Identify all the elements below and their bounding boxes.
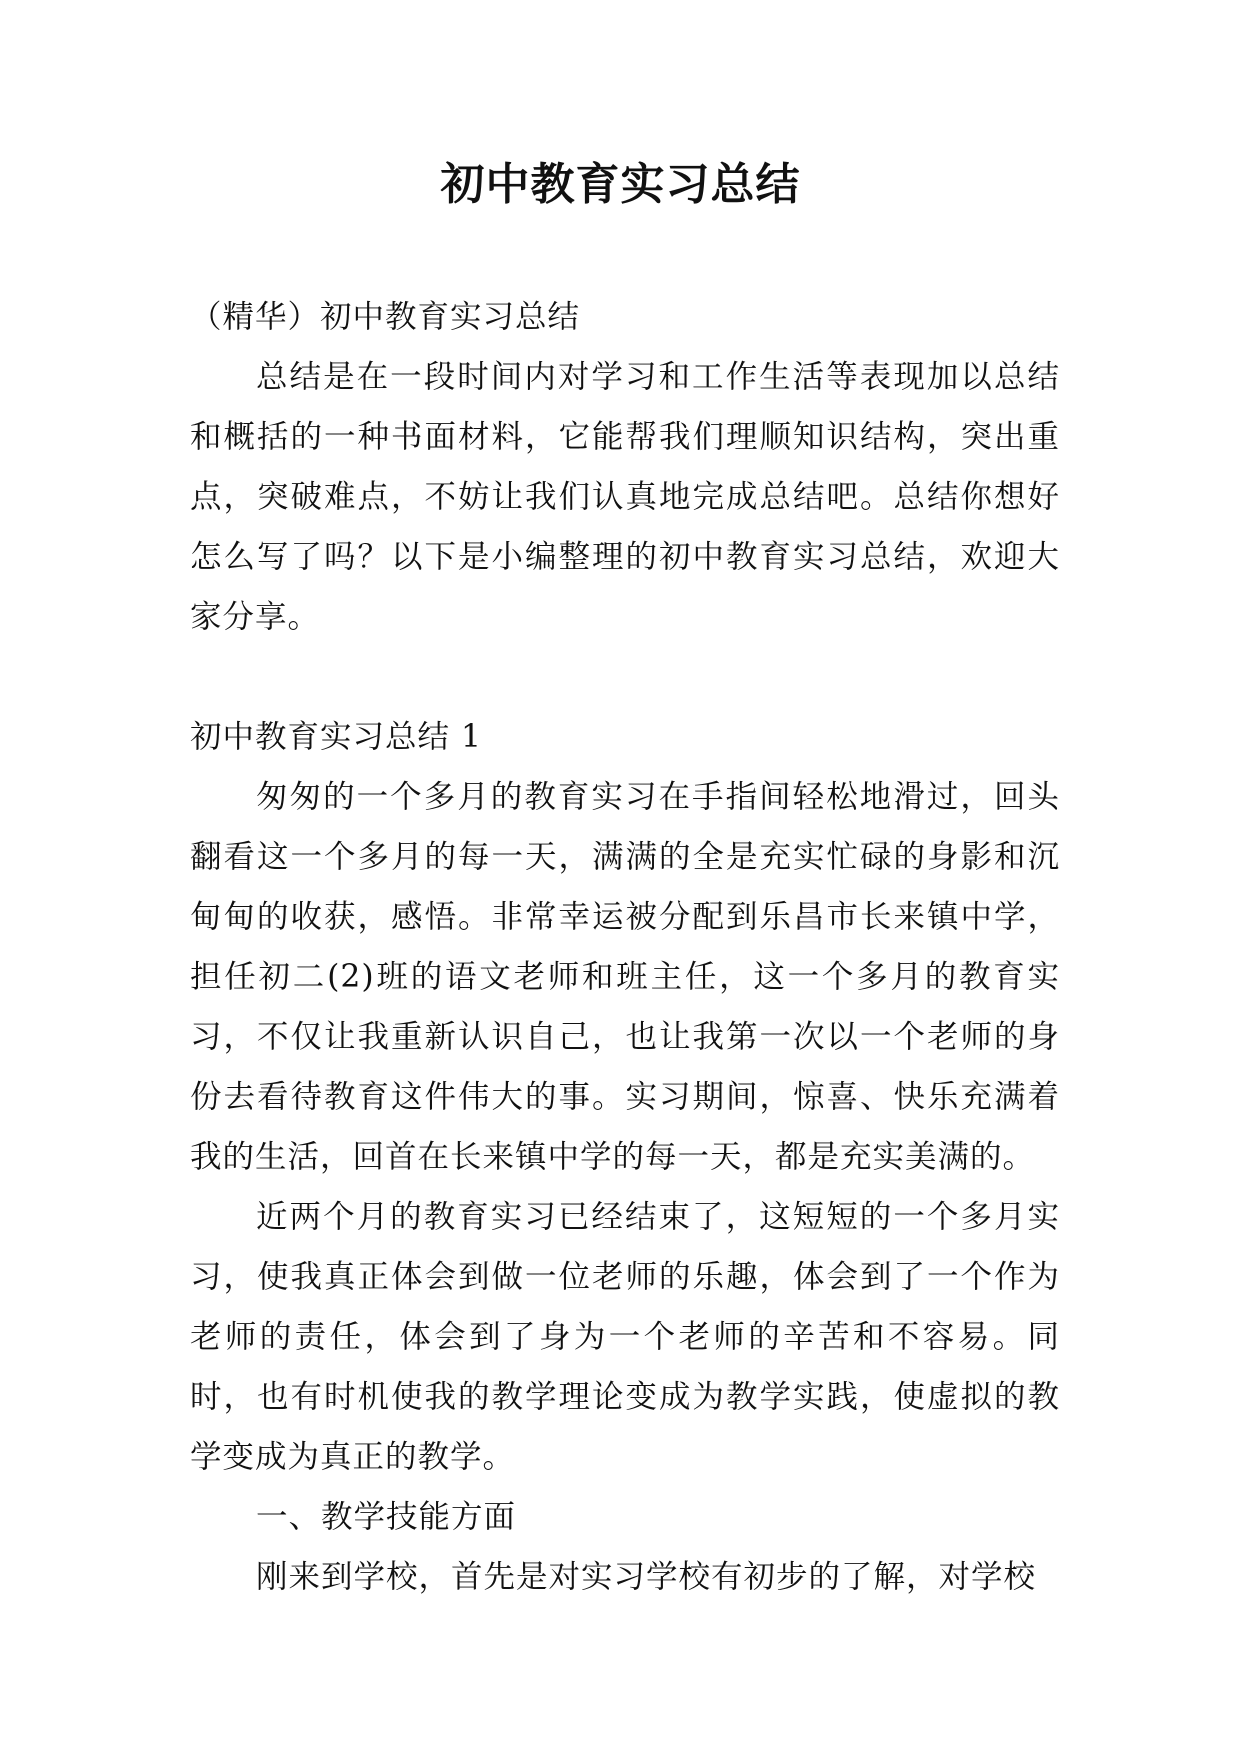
document-title: 初中教育实习总结 xyxy=(440,159,801,210)
section-heading: 初中教育实习总结 1 xyxy=(190,719,483,755)
body-paragraph: 匆匆的一个多月的教育实习在手指间轻松地滑过，回头翻看这一个多月的每一天，满满的全是充实忙碌的身影和沉甸甸的收获，感悟。非常幸运被分配到乐昌市长来镇中学，担任初二(2)班的语文老师和班主任，这一个多月的教育实习，不仅让我重新认识自己，也让我第一次以一个老师的身份去看待教育这件伟大的事。实习期间，惊喜、快乐充满着我的生活，回首在长来镇中学的每一天，都是充实美满的。 xyxy=(190,779,1060,1175)
body-paragraph: 刚来到学校，首先是对实习学校有初步的了解，对学校 xyxy=(256,1559,1037,1595)
intro-paragraph: 总结是在一段时间内对学习和工作生活等表现加以总结和概括的一种书面材料，它能帮我们理顺知识结构，突出重点，突破难点，不妨让我们认真地完成总结吧。总结你想好怎么写了吗？以下是小编整理的初中教育实习总结，欢迎大家分享。 xyxy=(190,359,1060,635)
subsection-heading: 一、教学技能方面 xyxy=(256,1499,517,1535)
document-body xyxy=(190,287,1060,1607)
body-paragraph: 近两个月的教育实习已经结束了，这短短的一个多月实习，使我真正体会到做一位老师的乐趣，体会到了一个作为老师的责任，体会到了身为一个老师的辛苦和不容易。同时，也有时机使我的教学理论变成为教学实践，使虚拟的教学变成为真正的教学。 xyxy=(190,1199,1060,1475)
document-subtitle: （精华）初中教育实习总结 xyxy=(190,299,581,335)
